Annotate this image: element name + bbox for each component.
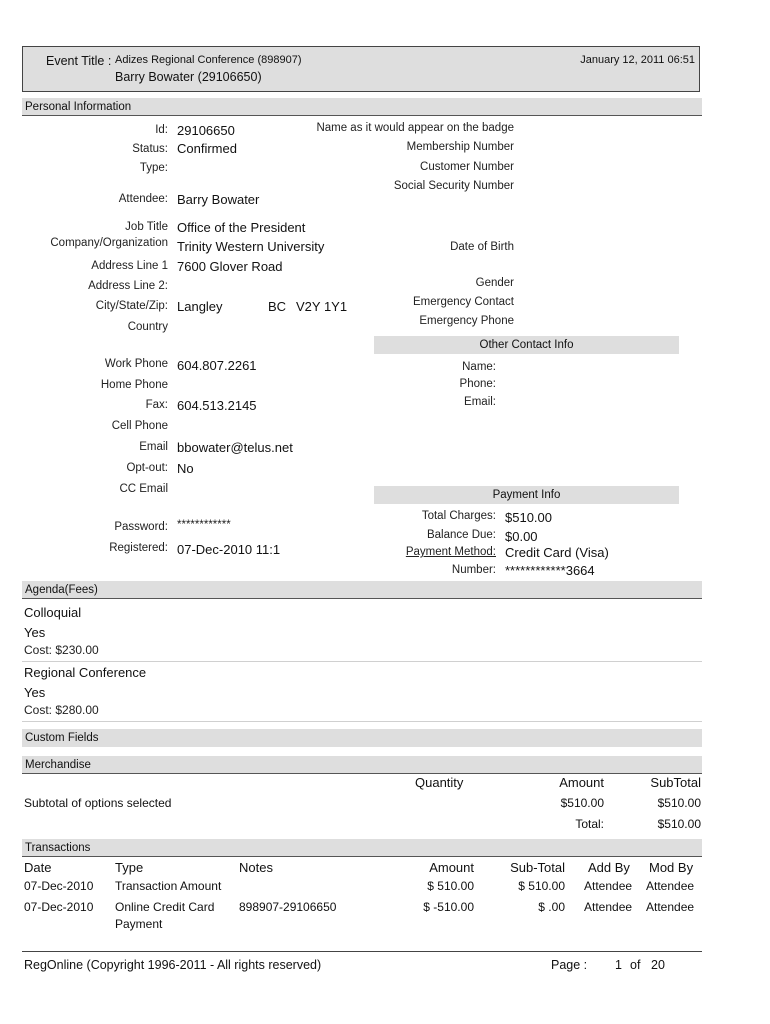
total-charges-label: Total Charges:: [421, 510, 496, 522]
total-charges-value: $510.00: [505, 510, 552, 525]
event-title-label: Event Title :: [46, 54, 112, 68]
merch-subtotal-subtotal: $510.00: [657, 796, 701, 810]
tx-type: Online Credit Card: [115, 900, 215, 914]
home-phone-label: Home Phone: [100, 379, 168, 391]
balance-due-value: $0.00: [505, 529, 538, 544]
agenda-item-cost: Cost: $280.00: [24, 703, 99, 717]
emergency-phone-label: Emergency Phone: [419, 315, 514, 327]
card-number-label: Number:: [451, 564, 496, 576]
password-label: Password:: [114, 521, 168, 533]
registered-label: Registered:: [109, 542, 168, 554]
company-value: Trinity Western University: [177, 239, 325, 254]
payment-method-label: Payment Method:: [405, 546, 496, 558]
tx-amount: $ 510.00: [427, 879, 474, 893]
personal-info-header: Personal Information: [22, 98, 702, 116]
card-number-value: ************3664: [505, 563, 595, 578]
opt-out-value: No: [177, 461, 194, 476]
id-value: 29106650: [177, 123, 235, 138]
attendee-value: Barry Bowater: [177, 192, 260, 207]
agenda-item-answer: Yes: [24, 685, 46, 700]
attendee-heading: Barry Bowater (29106650): [115, 70, 262, 84]
tx-modby: Attendee: [646, 879, 695, 893]
city-value: Langley: [177, 299, 223, 314]
event-title: Adizes Regional Conference (898907): [115, 54, 302, 66]
type-label: Type:: [139, 162, 168, 174]
tx-date-header: Date: [24, 860, 52, 875]
badge-name-label: Name as it would appear on the badge: [316, 122, 514, 134]
report-header: [22, 46, 700, 92]
tx-date: 07-Dec-2010: [24, 879, 94, 893]
work-phone-value: 604.807.2261: [177, 358, 257, 373]
tx-modby-header: Mod By: [649, 860, 694, 875]
company-label: Company/Organization: [50, 237, 168, 249]
opt-out-label: Opt-out:: [126, 462, 168, 474]
agenda-item-cost: Cost: $230.00: [24, 643, 99, 657]
state-value: BC: [268, 299, 287, 314]
cc-email-label: CC Email: [119, 483, 168, 495]
job-title-label: Job Title: [125, 221, 168, 233]
other-contact-header: Other Contact Info: [374, 336, 679, 354]
customer-number-label: Customer Number: [420, 161, 514, 173]
tx-notes: 898907-29106650: [239, 900, 337, 914]
report-timestamp: January 12, 2011 06:51: [580, 54, 695, 66]
password-value: ************: [177, 519, 231, 531]
zip-value: V2Y 1Y1: [296, 299, 348, 314]
merch-subtotal-amount: $510.00: [560, 796, 604, 810]
merch-quantity-header: Quantity: [415, 775, 464, 790]
payment-info-header: Payment Info: [374, 486, 679, 504]
tx-subtotal: $ 510.00: [518, 879, 565, 893]
tx-notes-header: Notes: [239, 860, 273, 875]
fax-value: 604.513.2145: [177, 398, 257, 413]
email-value: bbowater@telus.net: [177, 440, 293, 455]
fax-label: Fax:: [145, 399, 168, 411]
registered-value: 07-Dec-2010 11:1: [177, 542, 281, 557]
membership-number-label: Membership Number: [406, 141, 514, 153]
status-value: Confirmed: [177, 141, 237, 156]
agenda-item-name: Colloquial: [24, 605, 82, 620]
merch-total-label: Total:: [575, 817, 604, 831]
merch-amount-header: Amount: [559, 775, 604, 790]
tx-modby: Attendee: [646, 900, 695, 914]
cell-phone-label: Cell Phone: [111, 420, 168, 432]
tx-date: 07-Dec-2010: [24, 900, 94, 914]
ssn-label: Social Security Number: [393, 180, 514, 192]
agenda-header: Agenda(Fees): [22, 581, 702, 599]
agenda-item-answer: Yes: [24, 625, 46, 640]
emergency-contact-label: Emergency Contact: [413, 296, 514, 308]
merch-total-value: $510.00: [657, 817, 701, 831]
footer-rule: [22, 951, 702, 952]
transactions-header: Transactions: [22, 839, 702, 857]
status-label: Status:: [132, 143, 168, 155]
city-state-zip-label: City/State/Zip:: [95, 300, 168, 312]
tx-amount: $ -510.00: [423, 900, 474, 914]
merchandise-header: Merchandise: [22, 756, 702, 774]
tx-amount-header: Amount: [429, 860, 474, 875]
address1-value: 7600 Glover Road: [177, 259, 283, 274]
tx-subtotal: $ .00: [538, 900, 565, 914]
footer-copyright: RegOnline (Copyright 1996-2011 - All rights reserved): [24, 958, 322, 972]
country-label: Country: [127, 321, 168, 333]
tx-addby: Attendee: [584, 879, 633, 893]
page-label: Page :: [551, 958, 588, 972]
tx-type-header: Type: [115, 860, 144, 875]
agenda-divider: [22, 721, 702, 722]
dob-label: Date of Birth: [450, 241, 514, 253]
tx-subtotal-header: Sub-Total: [510, 860, 565, 875]
merch-subtotal-header: SubTotal: [650, 775, 701, 790]
address1-label: Address Line 1: [91, 260, 168, 272]
work-phone-label: Work Phone: [104, 358, 168, 370]
attendee-label: Attendee:: [118, 193, 168, 205]
payment-method-value: Credit Card (Visa): [505, 545, 609, 560]
tx-addby: Attendee: [584, 900, 633, 914]
email-label: Email: [139, 441, 168, 453]
page-current: 1: [615, 958, 622, 972]
agenda-item-name: Regional Conference: [24, 665, 147, 680]
custom-fields-header: Custom Fields: [22, 729, 702, 747]
page-of: of: [630, 958, 641, 972]
agenda-divider: [22, 661, 702, 662]
other-contact-email-label: Email:: [464, 396, 496, 408]
gender-label: Gender: [475, 277, 514, 289]
other-contact-phone-label: Phone:: [459, 378, 496, 390]
tx-type: Transaction Amount: [115, 879, 222, 893]
tx-addby-header: Add By: [588, 860, 630, 875]
balance-due-label: Balance Due:: [426, 529, 496, 541]
merch-subtotal-label: Subtotal of options selected: [24, 796, 172, 810]
id-label: Id:: [155, 124, 168, 136]
other-contact-name-label: Name:: [462, 361, 496, 373]
job-title-value: Office of the President: [177, 220, 306, 235]
page-total: 20: [651, 958, 665, 972]
address2-label: Address Line 2:: [88, 280, 168, 292]
tx-type-line2: Payment: [115, 917, 163, 931]
